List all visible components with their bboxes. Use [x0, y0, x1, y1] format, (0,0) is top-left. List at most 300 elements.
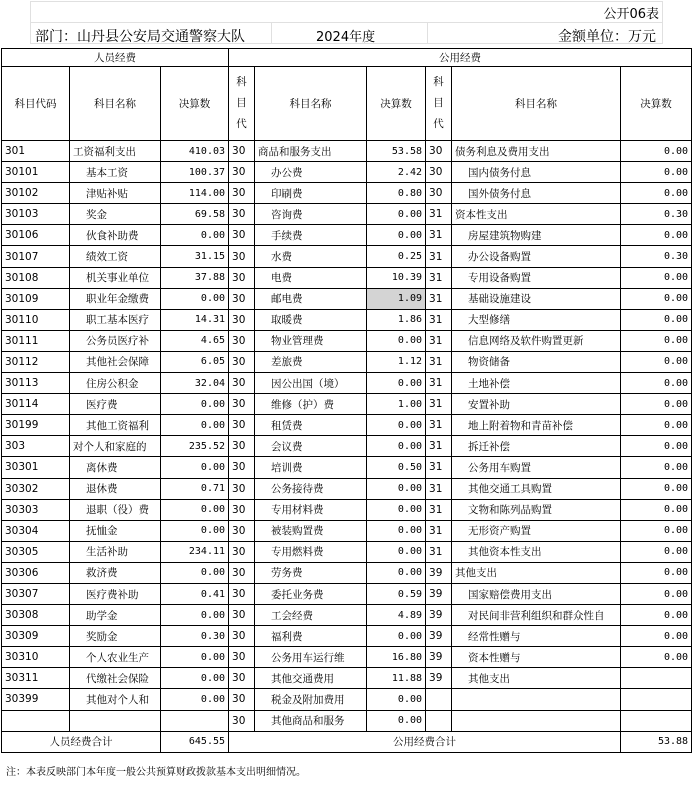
- other-name: 国内债务付息: [452, 162, 621, 183]
- other-amount: 0.00: [621, 562, 692, 583]
- goods-amount: 0.00: [367, 373, 426, 394]
- personnel-code: 30199: [2, 415, 70, 436]
- goods-class: 30: [229, 246, 255, 267]
- other-amount: [621, 668, 692, 689]
- goods-name: 维修（护）费: [255, 394, 367, 415]
- goods-class: 30: [229, 288, 255, 309]
- goods-class: 30: [229, 668, 255, 689]
- personnel-name: 离休费: [70, 457, 161, 478]
- col-name: 科目名称: [70, 67, 161, 141]
- table-row: [2, 162, 692, 183]
- other-amount: [621, 689, 692, 710]
- other-class: 31: [426, 415, 452, 436]
- other-class: 30: [426, 141, 452, 162]
- goods-class: 30: [229, 415, 255, 436]
- other-name: 办公设备购置: [452, 246, 621, 267]
- personnel-name: 个人农业生产: [70, 647, 161, 668]
- other-class: 31: [426, 457, 452, 478]
- personnel-name: 生活补助: [70, 541, 161, 562]
- col-amount: 决算数: [621, 67, 692, 141]
- other-name: 信息网络及软件购置更新: [452, 330, 621, 351]
- personnel-amount: 0.71: [161, 478, 229, 499]
- personnel-amount: 235.52: [161, 436, 229, 457]
- personnel-amount: 0.00: [161, 562, 229, 583]
- goods-amount: 1.86: [367, 309, 426, 330]
- goods-class: 30: [229, 436, 255, 457]
- other-class: 39: [426, 583, 452, 604]
- other-amount: 0.30: [621, 204, 692, 225]
- goods-amount: 2.42: [367, 162, 426, 183]
- goods-amount: 0.00: [367, 330, 426, 351]
- other-amount: [621, 710, 692, 731]
- personnel-name: 职业年金缴费: [70, 288, 161, 309]
- other-name: 专用设备购置: [452, 267, 621, 288]
- goods-class: 30: [229, 710, 255, 731]
- goods-class: 30: [229, 225, 255, 246]
- other-amount: 0.00: [621, 605, 692, 626]
- goods-name: 物业管理费: [255, 330, 367, 351]
- goods-name: 专用材料费: [255, 499, 367, 520]
- personnel-code: 30301: [2, 457, 70, 478]
- personnel-name: [70, 710, 161, 731]
- goods-name: 专用燃料费: [255, 541, 367, 562]
- goods-class: 30: [229, 647, 255, 668]
- goods-class: 30: [229, 330, 255, 351]
- goods-amount: 0.80: [367, 183, 426, 204]
- personnel-name: 其他对个人和: [70, 689, 161, 710]
- goods-name: 租赁费: [255, 415, 367, 436]
- other-class: 31: [426, 499, 452, 520]
- other-class: 39: [426, 626, 452, 647]
- personnel-amount: 37.88: [161, 267, 229, 288]
- col-amount: 决算数: [161, 67, 229, 141]
- other-amount: 0.00: [621, 394, 692, 415]
- goods-class: 30: [229, 499, 255, 520]
- other-class: [426, 710, 452, 731]
- goods-class: 30: [229, 162, 255, 183]
- table-row: [2, 436, 692, 457]
- personnel-amount: 6.05: [161, 351, 229, 372]
- personnel-code: 30304: [2, 520, 70, 541]
- other-name: 拆迁补偿: [452, 436, 621, 457]
- goods-amount: 1.00: [367, 394, 426, 415]
- goods-name: 办公费: [255, 162, 367, 183]
- goods-amount: 0.25: [367, 246, 426, 267]
- table-row: [2, 204, 692, 225]
- other-class: 31: [426, 225, 452, 246]
- personnel-amount: 114.00: [161, 183, 229, 204]
- other-name: 大型修缮: [452, 309, 621, 330]
- personnel-name: 抚恤金: [70, 520, 161, 541]
- goods-amount: 0.00: [367, 436, 426, 457]
- goods-name: 电费: [255, 267, 367, 288]
- goods-name: 劳务费: [255, 562, 367, 583]
- personnel-code: 30305: [2, 541, 70, 562]
- personnel-name: 奖励金: [70, 626, 161, 647]
- goods-amount: 0.00: [367, 520, 426, 541]
- other-class: 30: [426, 162, 452, 183]
- other-amount: 0.00: [621, 183, 692, 204]
- other-amount: 0.00: [621, 541, 692, 562]
- other-name: 地上附着物和青苗补偿: [452, 415, 621, 436]
- table-row: [2, 668, 692, 689]
- goods-name: 被装购置费: [255, 520, 367, 541]
- other-amount: 0.00: [621, 141, 692, 162]
- other-amount: 0.00: [621, 583, 692, 604]
- personnel-amount: 100.37: [161, 162, 229, 183]
- other-amount: 0.00: [621, 626, 692, 647]
- personnel-amount: [161, 710, 229, 731]
- table-row: [2, 605, 692, 626]
- table-row: [2, 330, 692, 351]
- col-name: 科目名称: [255, 67, 367, 141]
- goods-name: 水费: [255, 246, 367, 267]
- other-class: 31: [426, 520, 452, 541]
- goods-class: 30: [229, 351, 255, 372]
- personnel-amount: 410.03: [161, 141, 229, 162]
- footnote: 注：本表反映部门本年度一般公共预算财政拨款基本支出明细情况。: [6, 767, 306, 778]
- other-amount: 0.00: [621, 373, 692, 394]
- personnel-total-value: 645.55: [161, 731, 229, 752]
- goods-class: 30: [229, 626, 255, 647]
- other-name: [452, 689, 621, 710]
- table-row: [2, 478, 692, 499]
- other-amount: 0.00: [621, 520, 692, 541]
- personnel-code: 30101: [2, 162, 70, 183]
- personnel-name: 救济费: [70, 562, 161, 583]
- personnel-amount: 14.31: [161, 309, 229, 330]
- personnel-name: 其他工资福利: [70, 415, 161, 436]
- personnel-name: 公务员医疗补: [70, 330, 161, 351]
- expenditure-table: [1, 48, 692, 753]
- personnel-amount: 0.00: [161, 520, 229, 541]
- col-name: 科目名称: [452, 67, 621, 141]
- personnel-name: 基本工资: [70, 162, 161, 183]
- personnel-amount: 0.00: [161, 225, 229, 246]
- other-name: 文物和陈列品购置: [452, 499, 621, 520]
- other-amount: 0.00: [621, 162, 692, 183]
- personnel-code: 30103: [2, 204, 70, 225]
- other-amount: 0.00: [621, 415, 692, 436]
- personnel-amount: 4.65: [161, 330, 229, 351]
- col-code: 科目代码: [2, 67, 70, 141]
- other-amount: 0.00: [621, 267, 692, 288]
- personnel-amount: 0.00: [161, 689, 229, 710]
- goods-class: 30: [229, 583, 255, 604]
- personnel-amount: 0.00: [161, 457, 229, 478]
- table-row: [2, 141, 692, 162]
- goods-amount: 16.80: [367, 647, 426, 668]
- personnel-code: 30114: [2, 394, 70, 415]
- personnel-name: 奖金: [70, 204, 161, 225]
- personnel-amount: 0.00: [161, 415, 229, 436]
- other-amount: 0.00: [621, 288, 692, 309]
- fiscal-year: 2024年度: [316, 30, 376, 45]
- goods-amount: 0.00: [367, 626, 426, 647]
- goods-class: 30: [229, 373, 255, 394]
- goods-amount: 0.00: [367, 478, 426, 499]
- table-row: [2, 499, 692, 520]
- other-name: 对民间非营利组织和群众性自: [452, 605, 621, 626]
- personnel-code: 30307: [2, 583, 70, 604]
- col-class: 科 目 代: [426, 67, 452, 141]
- personnel-code: 30399: [2, 689, 70, 710]
- goods-amount: 11.88: [367, 668, 426, 689]
- goods-class: 30: [229, 204, 255, 225]
- goods-name: 会议费: [255, 436, 367, 457]
- personnel-name: 津贴补贴: [70, 183, 161, 204]
- public-total-label: 公用经费合计: [229, 731, 621, 752]
- table-row: [2, 415, 692, 436]
- other-name: 国外债务付息: [452, 183, 621, 204]
- other-name: [452, 710, 621, 731]
- other-name: 其他支出: [452, 562, 621, 583]
- personnel-name: 代缴社会保险: [70, 668, 161, 689]
- table-row: [2, 183, 692, 204]
- table-row: [2, 394, 692, 415]
- other-class: 31: [426, 246, 452, 267]
- personnel-amount: 0.30: [161, 626, 229, 647]
- personnel-amount: 0.41: [161, 583, 229, 604]
- personnel-code: 303: [2, 436, 70, 457]
- personnel-code: 30107: [2, 246, 70, 267]
- table-row: [2, 225, 692, 246]
- personnel-code: 30308: [2, 605, 70, 626]
- personnel-amount: 32.04: [161, 373, 229, 394]
- other-class: 31: [426, 267, 452, 288]
- personnel-name: 住房公积金: [70, 373, 161, 394]
- personnel-code: 301: [2, 141, 70, 162]
- goods-amount: 4.89: [367, 605, 426, 626]
- personnel-code: 30309: [2, 626, 70, 647]
- other-amount: 0.00: [621, 647, 692, 668]
- table-row: [2, 309, 692, 330]
- personnel-name: 医疗费: [70, 394, 161, 415]
- table-row: [2, 520, 692, 541]
- personnel-amount: 0.00: [161, 647, 229, 668]
- col-amount: 决算数: [367, 67, 426, 141]
- table-row: [2, 541, 692, 562]
- table-row: [2, 373, 692, 394]
- goods-name: 邮电费: [255, 288, 367, 309]
- other-name: 其他资本性支出: [452, 541, 621, 562]
- table-row: [2, 626, 692, 647]
- other-name: 债务利息及费用支出: [452, 141, 621, 162]
- personnel-name: 退休费: [70, 478, 161, 499]
- goods-name: 工会经费: [255, 605, 367, 626]
- goods-name: 公务用车运行维: [255, 647, 367, 668]
- personnel-amount: 234.11: [161, 541, 229, 562]
- goods-class: 30: [229, 309, 255, 330]
- goods-amount: 0.00: [367, 562, 426, 583]
- other-class: 31: [426, 204, 452, 225]
- other-class: 39: [426, 647, 452, 668]
- other-name: 公务用车购置: [452, 457, 621, 478]
- other-name: 经常性赠与: [452, 626, 621, 647]
- goods-name: 因公出国（境）: [255, 373, 367, 394]
- goods-name: 公务接待费: [255, 478, 367, 499]
- other-amount: 0.00: [621, 499, 692, 520]
- goods-amount: 53.58: [367, 141, 426, 162]
- other-class: 31: [426, 478, 452, 499]
- amount-unit: 金额单位：万元: [558, 29, 656, 45]
- personnel-code: 30111: [2, 330, 70, 351]
- personnel-name: 对个人和家庭的: [70, 436, 161, 457]
- personnel-name: 伙食补助费: [70, 225, 161, 246]
- table-row: [2, 351, 692, 372]
- goods-amount: 0.00: [367, 541, 426, 562]
- table-row: [2, 583, 692, 604]
- other-name: 安置补助: [452, 394, 621, 415]
- personnel-code: 30106: [2, 225, 70, 246]
- personnel-amount: 0.00: [161, 499, 229, 520]
- personnel-name: 医疗费补助: [70, 583, 161, 604]
- personnel-code: 30112: [2, 351, 70, 372]
- goods-name: 印刷费: [255, 183, 367, 204]
- goods-amount: 10.39: [367, 267, 426, 288]
- table-row: [2, 267, 692, 288]
- form-number: 公开06表: [603, 7, 659, 22]
- other-class: 39: [426, 605, 452, 626]
- goods-class: 30: [229, 267, 255, 288]
- goods-class: 30: [229, 605, 255, 626]
- personnel-code: 30102: [2, 183, 70, 204]
- personnel-code: 30306: [2, 562, 70, 583]
- goods-class: 30: [229, 457, 255, 478]
- personnel-code: 30108: [2, 267, 70, 288]
- table-row: [2, 246, 692, 267]
- other-class: 31: [426, 309, 452, 330]
- other-class: 31: [426, 351, 452, 372]
- goods-class: 30: [229, 478, 255, 499]
- other-class: 31: [426, 288, 452, 309]
- goods-amount: 0.59: [367, 583, 426, 604]
- personnel-name: 退职（役）费: [70, 499, 161, 520]
- personnel-code: 30109: [2, 288, 70, 309]
- goods-name: 委托业务费: [255, 583, 367, 604]
- personnel-amount: 0.00: [161, 668, 229, 689]
- goods-class: 30: [229, 520, 255, 541]
- other-class: 30: [426, 183, 452, 204]
- goods-amount: 0.00: [367, 204, 426, 225]
- personnel-name: 绩效工资: [70, 246, 161, 267]
- report-header: [30, 22, 663, 44]
- other-class: 31: [426, 541, 452, 562]
- goods-amount: 0.00: [367, 225, 426, 246]
- other-amount: 0.00: [621, 436, 692, 457]
- col-class: 科 目 代: [229, 67, 255, 141]
- personnel-total-label: 人员经费合计: [2, 731, 161, 752]
- form-number-cell: [30, 1, 663, 22]
- goods-name: 培训费: [255, 457, 367, 478]
- personnel-code: 30113: [2, 373, 70, 394]
- goods-amount: 1.09: [367, 288, 426, 309]
- other-class: 39: [426, 668, 452, 689]
- table-row: [2, 562, 692, 583]
- other-amount: 0.00: [621, 225, 692, 246]
- group-public: 公用经费: [229, 49, 692, 67]
- goods-amount: 0.50: [367, 457, 426, 478]
- other-class: [426, 689, 452, 710]
- personnel-name: 其他社会保障: [70, 351, 161, 372]
- goods-amount: 0.00: [367, 689, 426, 710]
- goods-class: 30: [229, 541, 255, 562]
- other-class: 31: [426, 373, 452, 394]
- goods-name: 其他商品和服务: [255, 710, 367, 731]
- table-row: [2, 457, 692, 478]
- goods-amount: 0.00: [367, 415, 426, 436]
- other-name: 其他支出: [452, 668, 621, 689]
- other-name: 基础设施建设: [452, 288, 621, 309]
- personnel-amount: 69.58: [161, 204, 229, 225]
- goods-name: 差旅费: [255, 351, 367, 372]
- personnel-name: 工资福利支出: [70, 141, 161, 162]
- group-personnel: 人员经费: [2, 49, 229, 67]
- other-class: 31: [426, 394, 452, 415]
- personnel-code: 30310: [2, 647, 70, 668]
- table-row: [2, 647, 692, 668]
- department-label: 部门：山丹县公安局交通警察大队: [35, 29, 245, 45]
- other-amount: 0.00: [621, 478, 692, 499]
- goods-class: 30: [229, 394, 255, 415]
- goods-amount: 0.00: [367, 499, 426, 520]
- goods-amount: 0.00: [367, 710, 426, 731]
- personnel-name: 职工基本医疗: [70, 309, 161, 330]
- personnel-name: 助学金: [70, 605, 161, 626]
- goods-amount: 1.12: [367, 351, 426, 372]
- personnel-code: 30303: [2, 499, 70, 520]
- personnel-amount: 0.00: [161, 288, 229, 309]
- other-name: 无形资产购置: [452, 520, 621, 541]
- other-name: 物资储备: [452, 351, 621, 372]
- other-class: 31: [426, 436, 452, 457]
- personnel-code: 30311: [2, 668, 70, 689]
- goods-name: 手续费: [255, 225, 367, 246]
- other-name: 资本性赠与: [452, 647, 621, 668]
- table-row: [2, 710, 692, 731]
- personnel-code: [2, 710, 70, 731]
- other-class: 31: [426, 330, 452, 351]
- goods-class: 30: [229, 141, 255, 162]
- table-row: [2, 288, 692, 309]
- goods-class: 30: [229, 689, 255, 710]
- goods-name: 取暖费: [255, 309, 367, 330]
- other-amount: 0.00: [621, 330, 692, 351]
- other-name: 资本性支出: [452, 204, 621, 225]
- goods-name: 税金及附加费用: [255, 689, 367, 710]
- other-name: 房屋建筑物购建: [452, 225, 621, 246]
- table-row: [2, 689, 692, 710]
- goods-class: 30: [229, 562, 255, 583]
- goods-name: 商品和服务支出: [255, 141, 367, 162]
- goods-name: 其他交通费用: [255, 668, 367, 689]
- personnel-code: 30110: [2, 309, 70, 330]
- other-amount: 0.00: [621, 457, 692, 478]
- personnel-code: 30302: [2, 478, 70, 499]
- other-name: 其他交通工具购置: [452, 478, 621, 499]
- other-class: 39: [426, 562, 452, 583]
- public-total-value: 53.88: [621, 731, 692, 752]
- other-amount: 0.00: [621, 309, 692, 330]
- personnel-amount: 0.00: [161, 394, 229, 415]
- goods-name: 福利费: [255, 626, 367, 647]
- other-amount: 0.00: [621, 351, 692, 372]
- other-name: 国家赔偿费用支出: [452, 583, 621, 604]
- personnel-amount: 0.00: [161, 605, 229, 626]
- other-amount: 0.30: [621, 246, 692, 267]
- goods-name: 咨询费: [255, 204, 367, 225]
- personnel-amount: 31.15: [161, 246, 229, 267]
